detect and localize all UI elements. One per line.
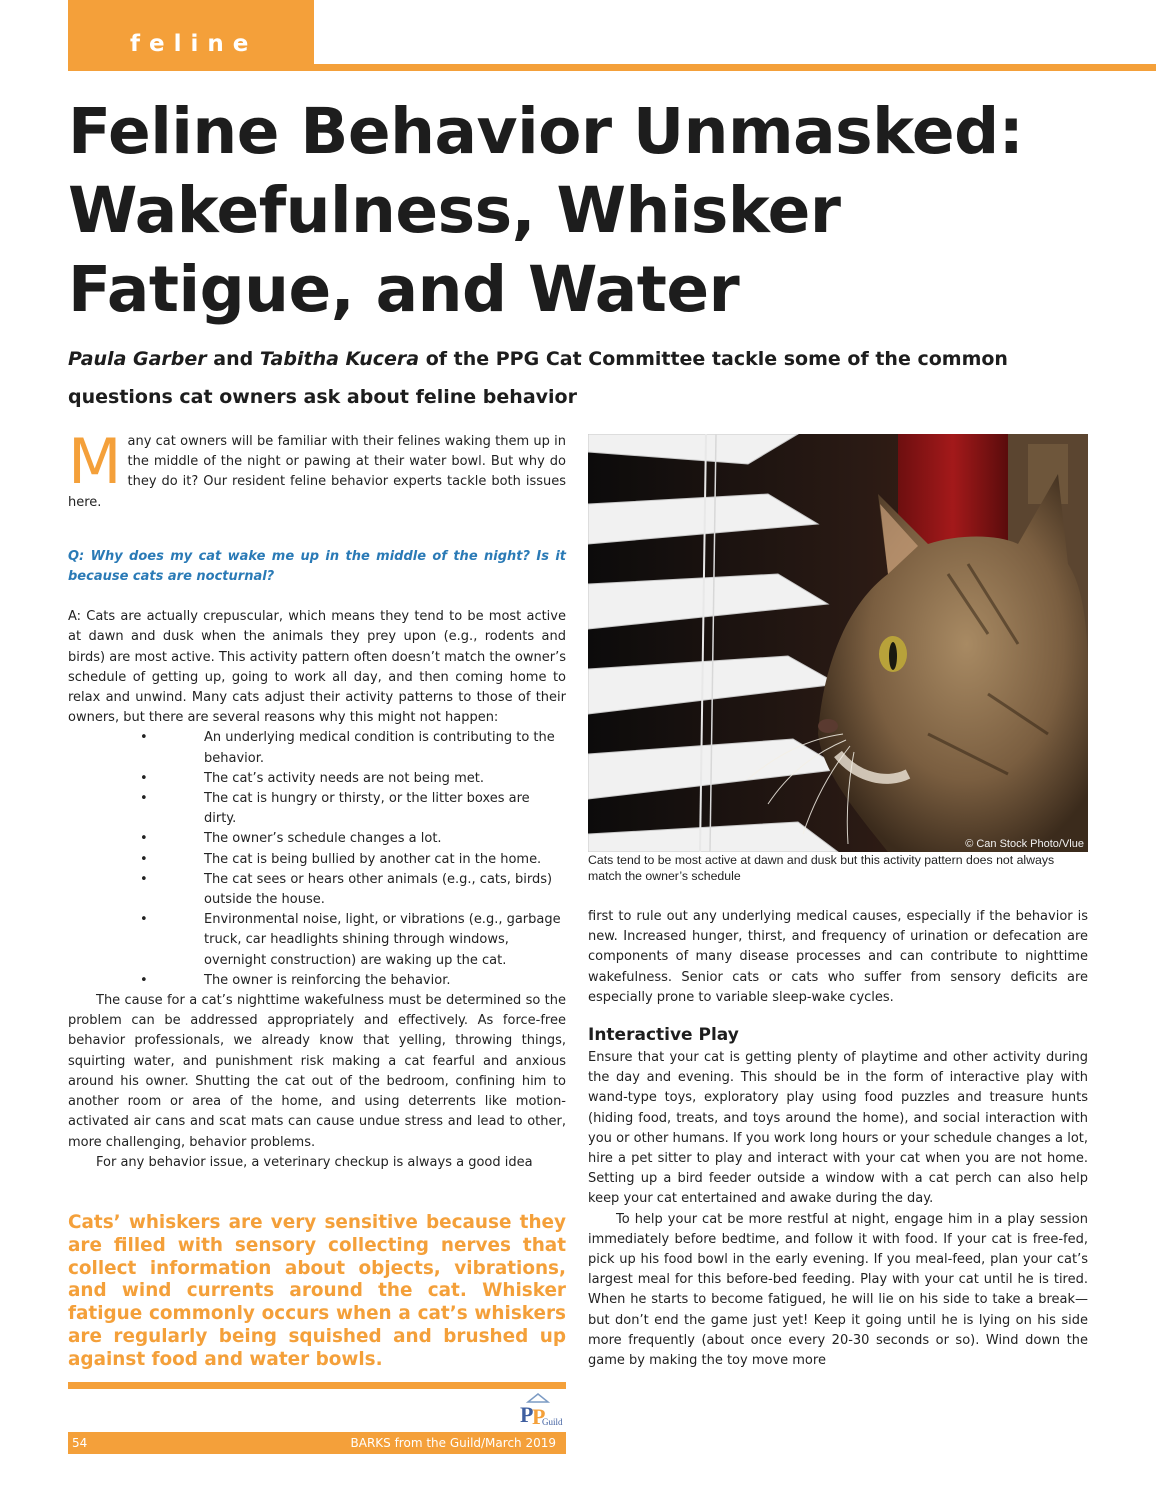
deck-and: and	[206, 348, 260, 370]
continued-paragraph: first to rule out any underlying medical causes, especially if the behavior is new. Increased hunger, thirst, and frequency of urination or defecation are components of many disease processes and can contribute to nighttime wakefulness. Senior cats or cats who suffer from sensory deficits are especially prone to variable sleep-wake cycles.	[588, 909, 1088, 1005]
question-heading: Q: Why does my cat wake me up in the middle of the night? Is it because cats are nocturnal?	[68, 548, 566, 585]
answer-paragraph: A: Cats are actually crepuscular, which means they tend to be most active at dawn and dusk when the animals they prey upon (e.g., rodents and birds) are most active. This activity pattern often doesn’t match the owner’s schedule of getting up, going to work all day, and then coming home to relax and unwind. Many cats adjust their activity patterns to those of their owners, but there are several reasons why this might not happen:	[68, 609, 566, 726]
pull-quote-rule	[68, 1382, 566, 1389]
bullet-glyph: •	[140, 831, 148, 847]
article-deck	[68, 340, 1108, 416]
right-column	[588, 907, 1088, 1371]
bullet-glyph: •	[140, 972, 148, 988]
author-1: Paula Garber	[68, 348, 207, 370]
article-headline: Feline Behavior Unmasked: Wakefulness, Whisker Fatigue, and Water	[68, 95, 1024, 326]
page-footer	[68, 1432, 566, 1454]
play-paragraph: Ensure that your cat is getting plenty of playtime and other activity during the day and evening. This should be in the form of interactive play with wand-type toys, exploratory play using food puzzles and treasure hunts (hiding food, treats, and toys around the home), and social interaction with you or other humans. If you work long hours or your schedule changes a lot, hire a pet sitter to play and interact with your cat when you are not home. Setting up a bird feeder outside a window with a cat perch can also help keep your cat entertained and awake during the day.	[588, 1050, 1088, 1207]
vet-paragraph: For any behavior issue, a veterinary checkup is always a good idea	[96, 1154, 533, 1170]
svg-text:P: P	[532, 1404, 546, 1428]
list-item: • The cat is hungry or thirsty, or the litter boxes are dirty.	[140, 791, 530, 827]
ppg-logo-icon	[506, 1392, 566, 1428]
drop-cap: M	[68, 425, 122, 498]
list-item: • The cat is being bullied by another cat in the home.	[68, 850, 566, 870]
pull-quote: Cats’ whiskers are very sensitive because they are filled with sensory collecting nerves that collect information about objects, vibrations, and wind currents around the cat. Whisker fatigue commonly occurs when a cat’s whiskers are regularly being squished and brushed up against food and water bowls.	[68, 1212, 566, 1370]
list-item: • An underlying medical condition is contributing to the behavior.	[140, 730, 555, 766]
cause-paragraph: The cause for a cat’s nighttime wakefulness must be determined so the problem can be addressed appropriately and effectively. As force-free behavior professionals, we already know that yelling, throwing things, squirting water, and punishment risk making a cat fearful and anxious around his owner. Shutting the cat out of the bedroom, confining him to another room or area of the home, and using deterrents like motion-activated air cans and scat mats can cause undue stress and lead to other, more challenging, behavior problems.	[68, 993, 566, 1150]
top-rule	[68, 64, 1156, 71]
subhead-interactive-play: Interactive Play	[588, 1025, 739, 1046]
photo-caption: Cats tend to be most active at dawn and dusk but this activity pattern does not always match the owner’s schedule	[588, 853, 1055, 883]
svg-text:P: P	[520, 1402, 534, 1427]
author-2: Tabitha Kucera	[259, 348, 420, 370]
bullet-glyph: •	[140, 912, 148, 928]
bullet-glyph: •	[140, 871, 148, 887]
list-item: • Environmental noise, light, or vibrations (e.g., garbage truck, car headlights shining through windows, overnight construction) are waking up the cat.	[140, 912, 561, 968]
intro-paragraph	[68, 425, 566, 513]
section-label: feline	[130, 31, 258, 57]
list-item: • The owner is reinforcing the behavior.	[68, 971, 566, 991]
publication-name: BARKS from the Guild/March 2019	[350, 1436, 556, 1450]
left-column	[68, 425, 566, 1173]
page-number: 54	[72, 1436, 88, 1450]
cat-photo	[588, 434, 1088, 852]
reasons-list	[68, 728, 566, 991]
cat-window-image	[588, 434, 1088, 852]
bullet-glyph: •	[140, 730, 148, 746]
bullet-glyph: •	[140, 851, 148, 867]
bullet-glyph: •	[140, 791, 148, 807]
intro-text: any cat owners will be familiar with their felines waking them up in the middle of the night or pawing at their water bowl. But why do they do it? Our resident feline behavior experts tackle both issues here.	[68, 434, 566, 510]
bullet-glyph: •	[140, 770, 148, 786]
section-tab	[68, 0, 314, 66]
svg-text:Guild: Guild	[542, 1417, 563, 1427]
photo-credit: © Can Stock Photo/Vlue	[965, 838, 1084, 850]
list-item: • The owner’s schedule changes a lot.	[68, 829, 566, 849]
restful-paragraph: To help your cat be more restful at night, engage him in a play session immediately before bedtime, and follow it with food. If your cat is free-fed, pick up his food bowl in the early evening. If you meal-feed, plan your cat’s largest meal for this before-bed feeding. Play with your cat until he is tired. When he starts to become fatigued, he will lie on his side to take a break—but don’t end the game just yet! Keep it going until he is lying on his side more frequently (about once every 20-30 seconds or so). Wind down the game by making the toy move more	[588, 1211, 1088, 1369]
list-item: • The cat’s activity needs are not being met.	[68, 769, 566, 789]
deck-rest: of the PPG Cat Committee tackle some of the common questions cat owners ask about feline behavior	[68, 348, 1008, 408]
list-item: • The cat sees or hears other animals (e.g., cats, birds) outside the house.	[140, 871, 553, 908]
